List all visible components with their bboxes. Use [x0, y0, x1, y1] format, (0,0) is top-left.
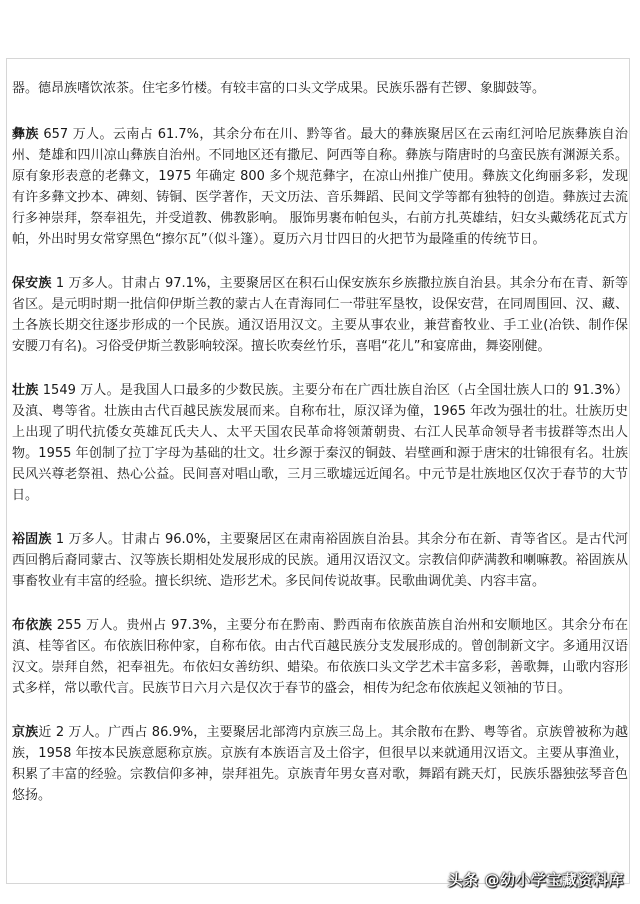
entry-baoan: [12, 273, 628, 357]
entry-zhuang: [12, 380, 628, 506]
document-body: [12, 78, 628, 829]
entry-name: 京族: [12, 725, 39, 740]
entry-text: 1549 万人。是我国人口最多的少数民族。主要分布在广西壮族自治区（占全国壮族人口的 91.3%）及滇、粤等省。壮族由古代百越民族发展而来。自称布壮，原汉译为僮，1965 年改为强壮的壮。壮族历史上出现了明代抗倭女英雄瓦氏夫人、太平天国农民革命将领萧朝贵、右江人民革命领导者韦拔群等杰出人物。1955 年创制了拉丁字母为基础的壮文。壮乡源于秦汉的铜鼓、岩壁画和源于唐宋的壮锦很有名。壮族民风兴尊老祭祖、热心公益。民间喜对唱山歌，三月三歌墟远近闻名。中元节是壮族地区仅次于春节的大节日。: [12, 383, 628, 503]
entry-yi: [12, 124, 628, 250]
entry-text: 255 万人。贵州占 97.3%，主要分布在黔南、黔西南布依族苗族自治州和安顺地区。其余分布在滇、桂等省区。布依族旧称仲家，自称布依。由古代百越民族分支发展形成的。曾创制新文字。多通用汉语汉文。崇拜自然，祀奉祖先。布依妇女善纺织、蜡染。布依族口头文学艺术丰富多彩，善歌舞，山歌内容形式多样，常以歌代言。民族节日六月六是仅次于春节的盛会，相传为纪念布依族起义领袖的节日。: [12, 618, 628, 696]
entry-name: 保安族: [12, 276, 52, 291]
entry-name: 裕固族: [12, 532, 52, 547]
entry-text: 1 万多人。甘肃占 96.0%，主要聚居区在肃南裕固族自治县。其余分布在新、青等省区。是古代河西回鹘后裔同蒙古、汉等族长期相处发展形成的民族。通用汉语汉文。宗教信仰萨满教和喇嘛教。裕固族从事畜牧业有丰富的经验。擅长织统、造形艺术。多民间传说故事。民歌曲调优美、内容丰富。: [12, 532, 628, 589]
entry-name: 彝族: [12, 127, 39, 142]
entry-buyi: [12, 615, 628, 699]
entry-name: 壮族: [12, 383, 39, 398]
entry-name: 布依族: [12, 618, 53, 633]
entry-text: 近 2 万人。广西占 86.9%，主要聚居北部湾内京族三岛上。其余散布在黔、粤等省。京族曾被称为越族，1958 年按本民族意愿称京族。京族有本族语言及土俗字，但很早以来就通用汉语文。主要从事渔业，积累了丰富的经验。宗教信仰多神，崇拜祖先。京族青年男女喜对歌，舞蹈有跳天灯，民族乐器独弦琴音色悠扬。: [12, 725, 628, 803]
entry-text: 657 万人。云南占 61.7%，其余分布在川、黔等省。最大的彝族聚居区在云南红河哈尼族彝族自治州、楚雄和四川凉山彝族自治州。不同地区还有撒尼、阿西等自称。彝族与隋唐时的乌蛮民族有渊源关系。原有象形表意的老彝文，1975 年确定 800 多个规范彝字，在凉山州推广使用。彝族文化绚丽多彩，发现有许多彝文抄本、碑刻、铸铜、医学著作，天文历法、音乐舞蹈、民间文学等都有独特的创造。彝族过去流行多神崇拜，祭奉祖先，并受道教、佛教影响。 服饰男裹布帕包头，右前方扎英雄结，妇女头戴绣花瓦式方帕，外出时男女常穿黑色“擦尔瓦”（似斗篷）。夏历六月廿四日的火把节为最隆重的传统节日。: [12, 127, 628, 247]
watermark: 头条 @幼小学宝藏资料库: [447, 871, 624, 889]
entry-yugu: [12, 529, 628, 592]
intro-paragraph: 器。德昂族嗜饮浓茶。住宅多竹楼。有较丰富的口头文学成果。民族乐器有芒锣、象脚鼓等。: [12, 81, 546, 96]
entry-text: 1 万多人。甘肃占 97.1%，主要聚居区在积石山保安族东乡族撒拉族自治县。其余分布在青、新等省区。是元明时期一批信仰伊斯兰教的蒙古人在青海同仁一带驻军垦牧，设保安营，在同周围回、汉、藏、土各族长期交往逐步形成的一个民族。通汉语用汉文。主要从事农业，兼营畜牧业、手工业(冶铁、制作保安腰刀有名)。习俗受伊斯兰教影响较深。擅长吹奏丝竹乐，喜唱“花儿”和宴席曲，舞姿刚健。: [12, 276, 628, 354]
entry-jing: [12, 722, 628, 806]
